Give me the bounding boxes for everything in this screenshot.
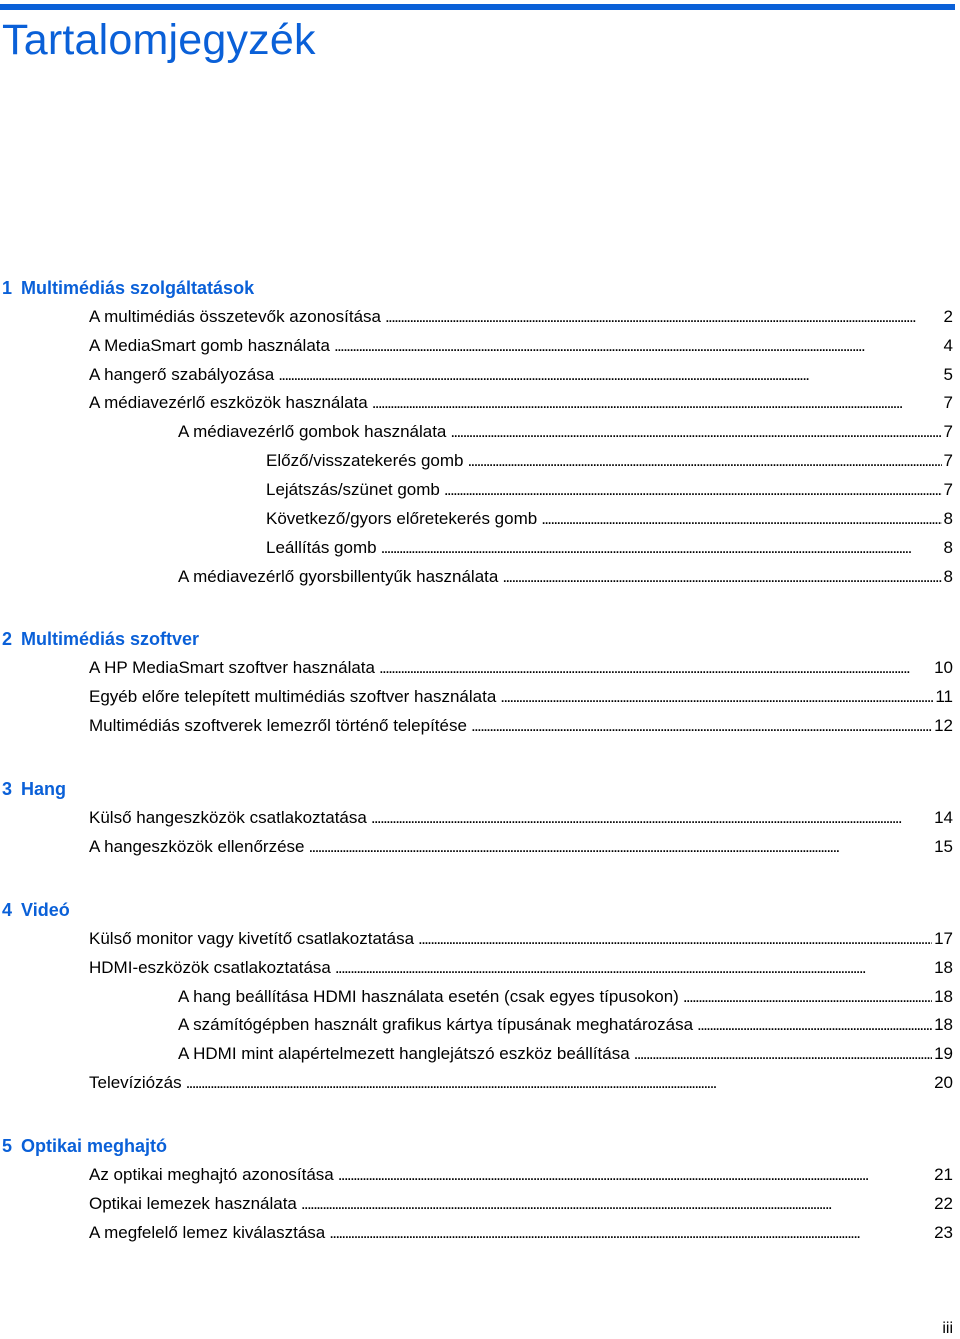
toc-entry-label: Egyéb előre telepített multimédiás szoftver használata — [89, 687, 497, 706]
toc-entry-page: 14 — [934, 808, 953, 827]
toc-entry-label: Külső monitor vagy kivetítő csatlakoztatása — [89, 929, 415, 948]
toc-entry[interactable] — [89, 364, 953, 386]
dot-leader — [186, 1072, 932, 1094]
toc-entry[interactable] — [266, 537, 953, 559]
dot-leader — [334, 335, 942, 357]
header-rule — [0, 4, 955, 10]
chapter-number: 2 — [2, 629, 13, 649]
toc-entry[interactable] — [178, 986, 953, 1008]
toc-entry[interactable] — [89, 306, 953, 328]
dot-leader — [308, 836, 932, 858]
toc-entry-page: 21 — [934, 1165, 953, 1184]
dot-leader — [502, 566, 941, 588]
toc-entry-page: 18 — [934, 1015, 953, 1034]
toc-entry-label: Optikai lemezek használata — [89, 1194, 297, 1213]
dot-leader — [418, 928, 932, 950]
chapter-label: Multimédiás szolgáltatások — [21, 278, 255, 298]
dot-leader — [381, 537, 942, 559]
toc-entry-page: 23 — [934, 1223, 953, 1242]
toc-entry-label: Előző/visszatekerés gomb — [266, 451, 464, 470]
dot-leader — [385, 306, 942, 328]
toc-entry[interactable] — [178, 566, 953, 588]
dot-leader — [371, 807, 932, 829]
chapter-label: Multimédiás szoftver — [21, 629, 200, 649]
toc-entry-label: Külső hangeszközök csatlakoztatása — [89, 808, 367, 827]
dot-leader — [372, 392, 942, 414]
toc-entry-page: 12 — [934, 716, 953, 735]
toc-entry-label: A hang beállítása HDMI használata esetén (csak egyes típusokon) — [178, 987, 679, 1006]
chapter-number: 5 — [2, 1136, 13, 1156]
toc-entry[interactable] — [89, 657, 953, 679]
dot-leader — [471, 715, 932, 737]
chapter-5-title[interactable] — [2, 1135, 167, 1157]
toc-entry-label: A multimédiás összetevők azonosítása — [89, 307, 381, 326]
toc-entry[interactable] — [89, 715, 953, 737]
toc-entry-page: 8 — [943, 567, 953, 586]
toc-entry[interactable] — [89, 335, 953, 357]
toc-entry-label: HDMI-eszközök csatlakoztatása — [89, 958, 331, 977]
dot-leader — [683, 986, 932, 1008]
toc-entry[interactable] — [89, 1222, 953, 1244]
dot-leader — [278, 364, 941, 386]
dot-leader — [541, 508, 941, 530]
toc-entry-label: A MediaSmart gomb használata — [89, 336, 330, 355]
toc-entry-page: 7 — [943, 451, 953, 470]
toc-entry-label: A számítógépben használt grafikus kártya típusának meghatározása — [178, 1015, 694, 1034]
toc-entry-page: 11 — [935, 687, 953, 706]
page-title: Tartalomjegyzék — [2, 16, 316, 64]
toc-entry-label: A HDMI mint alapértelmezett hanglejátszó eszköz beállítása — [178, 1044, 630, 1063]
toc-entry-page: 19 — [934, 1044, 953, 1063]
toc-entry-page: 4 — [943, 336, 953, 355]
dot-leader — [500, 686, 933, 708]
chapter-4-title[interactable] — [2, 899, 70, 921]
toc-entry-page: 18 — [934, 987, 953, 1006]
toc-entry-label: Televíziózás — [89, 1073, 182, 1092]
toc-entry-page: 20 — [934, 1073, 953, 1092]
toc-entry-label: Az optikai meghajtó azonosítása — [89, 1165, 334, 1184]
toc-entry[interactable] — [178, 1014, 953, 1036]
toc-entry[interactable] — [89, 807, 953, 829]
dot-leader — [450, 421, 941, 443]
toc-entry-label: A médiavezérlő gyorsbillentyűk használata — [178, 567, 499, 586]
toc-entry[interactable] — [89, 1072, 953, 1094]
toc-entry[interactable] — [89, 836, 953, 858]
dot-leader — [335, 957, 932, 979]
chapter-number: 4 — [2, 900, 13, 920]
chapter-number: 3 — [2, 779, 13, 799]
toc-entry-page: 10 — [934, 658, 953, 677]
dot-leader — [697, 1014, 932, 1036]
toc-entry-page: 17 — [934, 929, 953, 948]
toc-entry-page: 15 — [934, 837, 953, 856]
toc-entry-label: A HP MediaSmart szoftver használata — [89, 658, 375, 677]
toc-entry-page: 5 — [943, 365, 953, 384]
dot-leader — [467, 450, 941, 472]
toc-entry-label: Leállítás gomb — [266, 538, 377, 557]
dot-leader — [444, 479, 942, 501]
toc-entry-page: 22 — [934, 1194, 953, 1213]
toc-entry[interactable] — [266, 479, 953, 501]
page-number: iii — [942, 1320, 953, 1337]
toc-entry[interactable] — [178, 421, 953, 443]
toc-entry-label: Multimédiás szoftverek lemezről történő telepítése — [89, 716, 467, 735]
toc-entry-page: 8 — [943, 538, 953, 557]
toc-entry[interactable] — [266, 450, 953, 472]
toc-entry[interactable] — [89, 1193, 953, 1215]
toc-entry-page: 7 — [943, 480, 953, 499]
toc-entry[interactable] — [89, 957, 953, 979]
toc-entry-label: Következő/gyors előretekerés gomb — [266, 509, 538, 528]
toc-entry-page: 2 — [943, 307, 953, 326]
chapter-label: Optikai meghajtó — [21, 1136, 168, 1156]
chapter-label: Hang — [21, 779, 67, 799]
dot-leader — [301, 1193, 932, 1215]
dot-leader — [329, 1222, 932, 1244]
dot-leader — [338, 1164, 932, 1186]
chapter-2-title[interactable] — [2, 628, 199, 650]
chapter-label: Videó — [21, 900, 70, 920]
toc-entry[interactable] — [178, 1043, 953, 1065]
toc-entry[interactable] — [89, 686, 953, 708]
toc-entry-label: A médiavezérlő eszközök használata — [89, 393, 368, 412]
toc-entry[interactable] — [89, 928, 953, 950]
chapter-1-title[interactable] — [2, 277, 254, 299]
toc-entry[interactable] — [89, 1164, 953, 1186]
toc-entry-page: 7 — [943, 422, 953, 441]
chapter-3-title[interactable] — [2, 778, 66, 800]
toc-entry-label: A médiavezérlő gombok használata — [178, 422, 447, 441]
toc-entry[interactable] — [89, 392, 953, 414]
toc-entry-label: A megfelelő lemez kiválasztása — [89, 1223, 326, 1242]
toc-entry-label: A hangerő szabályozása — [89, 365, 275, 384]
toc-entry-label: Lejátszás/szünet gomb — [266, 480, 440, 499]
toc-entry-page: 7 — [943, 393, 953, 412]
dot-leader — [379, 657, 932, 679]
toc-entry[interactable] — [266, 508, 953, 530]
dot-leader — [634, 1043, 932, 1065]
toc-entry-page: 18 — [934, 958, 953, 977]
chapter-number: 1 — [2, 278, 13, 298]
toc-entry-page: 8 — [943, 509, 953, 528]
toc-entry-label: A hangeszközök ellenőrzése — [89, 837, 305, 856]
